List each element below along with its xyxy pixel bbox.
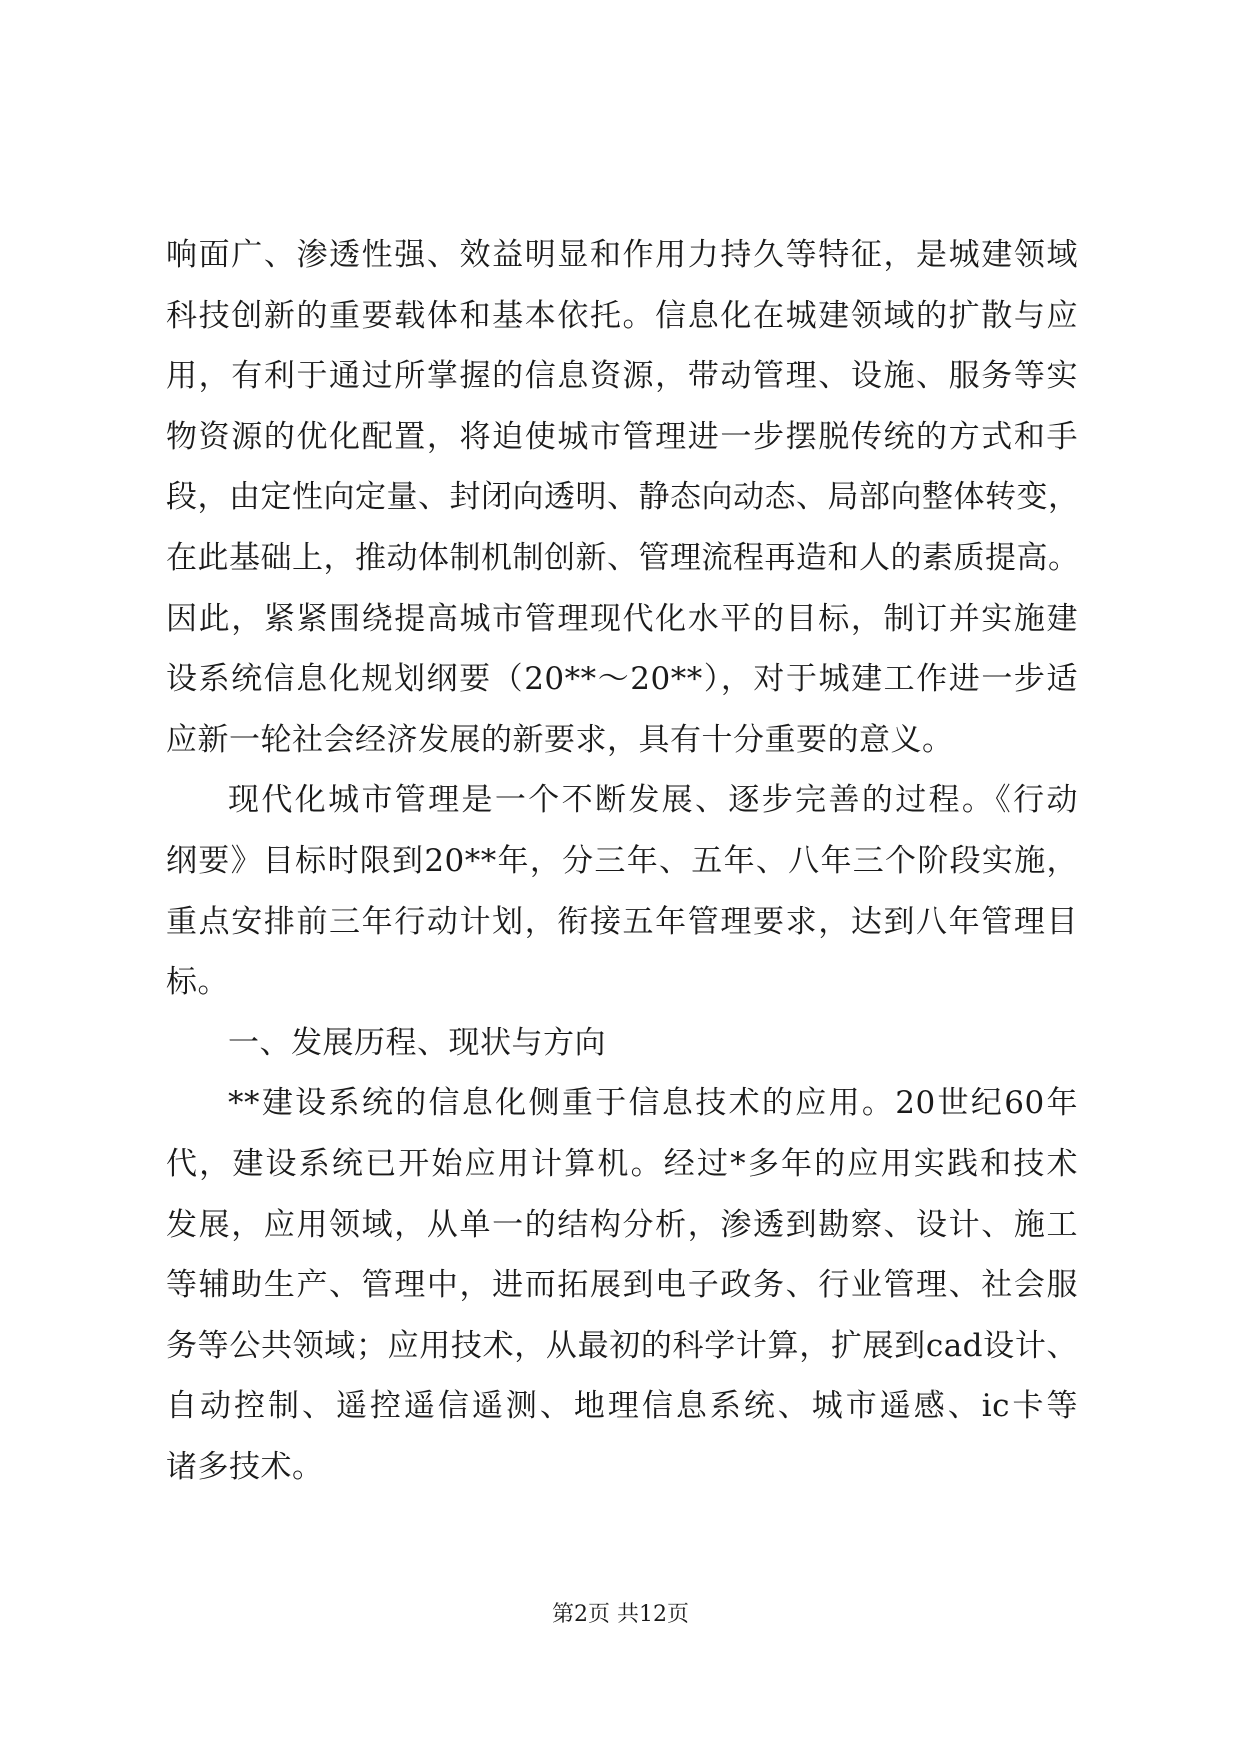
- text-line: 科技创新的重要载体和基本依托。信息化在城建领域的扩散与应: [166, 297, 1078, 334]
- text-line: 响面广、渗透性强、效益明显和作用力持久等特征，是城建领域: [166, 237, 1078, 273]
- text-line: 在此基础上，推动体制机制创新、管理流程再造和人的素质提高。: [166, 539, 1080, 576]
- text-line: 务等公共领域；应用技术，从最初的科学计算，扩展到cad设计、: [166, 1327, 1078, 1364]
- text-line: 段，由定性向定量、封闭向透明、静态向动态、局部向整体转变，: [166, 479, 1080, 516]
- text-line: **建设系统的信息化侧重于信息技术的应用。20世纪60年: [228, 1085, 1078, 1122]
- text-line: 用，有利于通过所掌握的信息资源，带动管理、设施、服务等实: [166, 358, 1078, 395]
- section-heading: 一、发展历程、现状与方向: [228, 1024, 606, 1061]
- page-number-footer: 第2页 共12页: [552, 1602, 689, 1627]
- text-line: 诸多技术。: [166, 1448, 324, 1485]
- text-line: 代，建设系统已开始应用计算机。经过*多年的应用实践和技术: [166, 1145, 1078, 1182]
- text-line: 等辅助生产、管理中，进而拓展到电子政务、行业管理、社会服: [166, 1267, 1078, 1304]
- text-line: 重点安排前三年行动计划，衔接五年管理要求，达到八年管理目: [166, 903, 1078, 940]
- text-line: 自动控制、遥控遥信遥测、地理信息系统、城市遥感、ic卡等: [166, 1388, 1078, 1425]
- text-line: 因此，紧紧围绕提高城市管理现代化水平的目标，制订并实施建: [166, 600, 1078, 637]
- text-line: 设系统信息化规划纲要（20**～20**），对于城建工作进一步适: [166, 661, 1078, 698]
- text-line: 应新一轮社会经济发展的新要求，具有十分重要的意义。: [166, 721, 954, 758]
- text-line: 物资源的优化配置，将迫使城市管理进一步摆脱传统的方式和手: [166, 418, 1078, 455]
- document-body: [166, 225, 1078, 1497]
- text-line: 纲要》目标时限到20**年，分三年、五年、八年三个阶段实施，: [166, 842, 1078, 879]
- text-line: 标。: [166, 964, 229, 1001]
- text-line: 现代化城市管理是一个不断发展、逐步完善的过程。《行动: [228, 782, 1078, 819]
- text-line: 发展，应用领域，从单一的结构分析，渗透到勘察、设计、施工: [166, 1206, 1078, 1243]
